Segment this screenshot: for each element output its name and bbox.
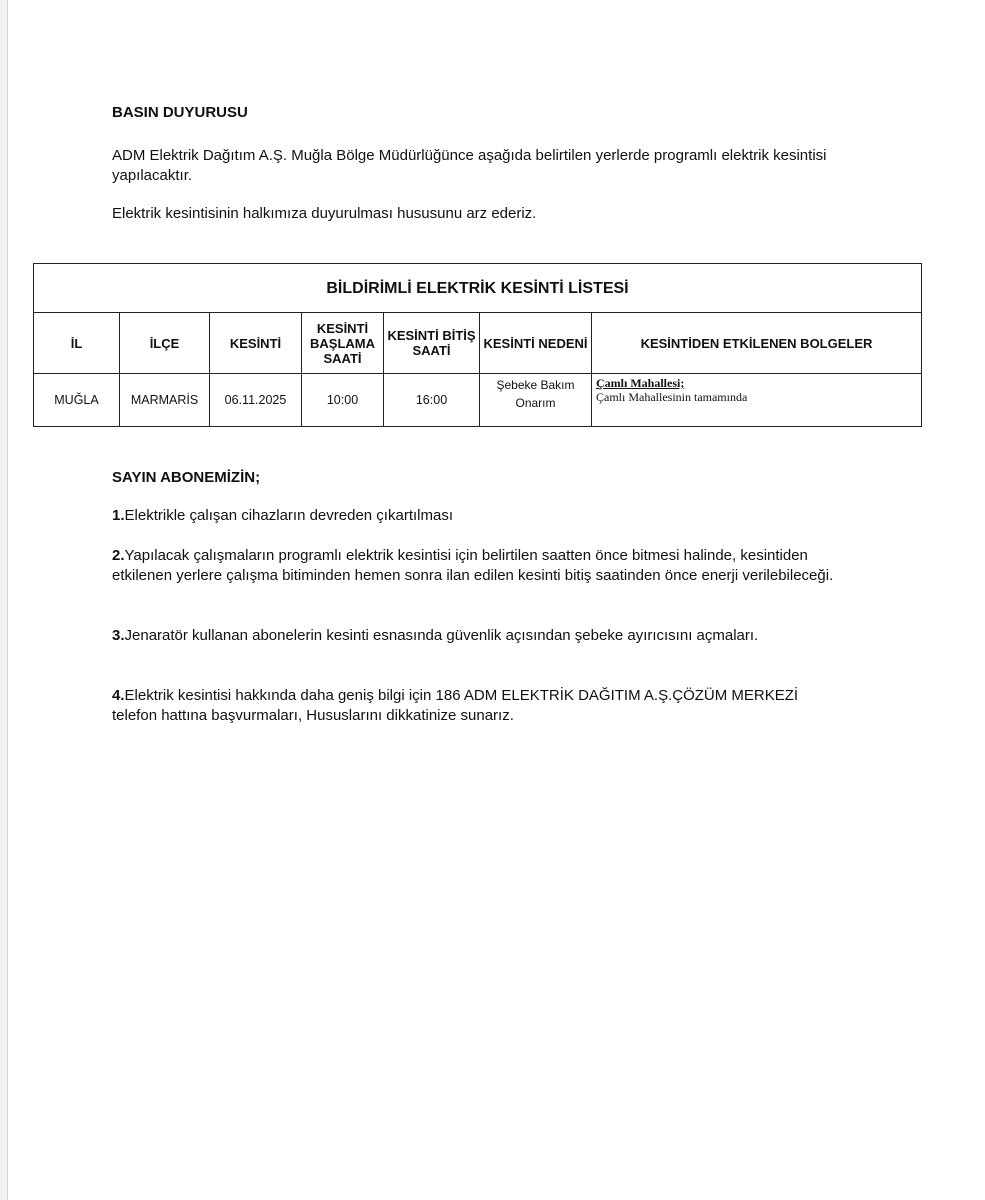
notice-item-1: [112, 506, 842, 526]
cell-il: MUĞLA: [34, 374, 120, 427]
notice-number: 4.: [112, 687, 125, 704]
announcement-heading: BASIN DUYURUSU: [112, 104, 248, 121]
notice-item-3: [112, 626, 842, 646]
cell-ilce: MARMARİS: [120, 374, 210, 427]
notice-text: Jenaratör kullanan abonelerin kesinti esnasında güvenlik açısından şebeke ayırıcısını açmaları.: [124, 627, 759, 644]
table-header-row: [34, 313, 922, 374]
cell-bitis-saati: 16:00: [384, 374, 480, 427]
cell-baslama-saati: 10:00: [302, 374, 384, 427]
notice-text: Elektrik kesintisi hakkında daha geniş bilgi için 186 ADM ELEKTRİK DAĞITIM A.Ş.ÇÖZÜM MERKEZİ telefon hattına başvurmaları, Hususlarını dikkatinize sunarız.: [112, 687, 799, 724]
header-kesinti: KESİNTİ: [210, 313, 302, 374]
header-nedeni: KESİNTİ NEDENİ: [480, 313, 592, 374]
cell-nedeni: Şebeke Bakım Onarım: [480, 374, 592, 427]
notice-text: Elektrikle çalışan cihazların devreden çıkartılması: [124, 507, 453, 524]
cell-kesinti-tarihi: 06.11.2025: [210, 374, 302, 427]
announcement-paragraph-2: Elektrik kesintisinin halkımıza duyurulması hususunu arz ederiz.: [112, 205, 537, 222]
region-detail: Çamlı Mahallesinin tamamında: [596, 390, 748, 404]
table-title: BİLDİRİMLİ ELEKTRİK KESİNTİ LİSTESİ: [34, 264, 922, 313]
notice-item-4: [112, 686, 842, 726]
notices-heading: SAYIN ABONEMİZİN;: [112, 469, 261, 486]
table-row: [34, 374, 922, 427]
header-baslama-saati: KESİNTİ BAŞLAMA SAATİ: [302, 313, 384, 374]
region-name: Çamlı Mahallesi;: [596, 376, 685, 390]
notice-text: Yapılacak çalışmaların programlı elektrik kesintisi için belirtilen saatten önce bitmesi halinde, kesintiden etkilenen yerlere çalışma bitiminden hemen sonra ilan edilen kesinti bitiş saatinden önce enerji verilebileceği.: [112, 547, 834, 584]
notice-number: 1.: [112, 507, 125, 524]
header-bolgeler: KESİNTİDEN ETKİLENEN BOLGELER: [592, 313, 922, 374]
outage-table: [33, 263, 922, 427]
announcement-paragraph-1: ADM Elektrik Dağıtım A.Ş. Muğla Bölge Müdürlüğünce aşağıda belirtilen yerlerde programlı elektrik kesintisi yapılacaktır.: [112, 147, 827, 184]
document-page: [7, 0, 985, 1200]
header-ilce: İLÇE: [120, 313, 210, 374]
notice-number: 3.: [112, 627, 125, 644]
notice-number: 2.: [112, 547, 125, 564]
notice-item-2: [112, 546, 842, 586]
header-il: İL: [34, 313, 120, 374]
header-bitis-saati: KESİNTİ BİTİŞ SAATİ: [384, 313, 480, 374]
cell-bolgeler: [592, 374, 922, 427]
